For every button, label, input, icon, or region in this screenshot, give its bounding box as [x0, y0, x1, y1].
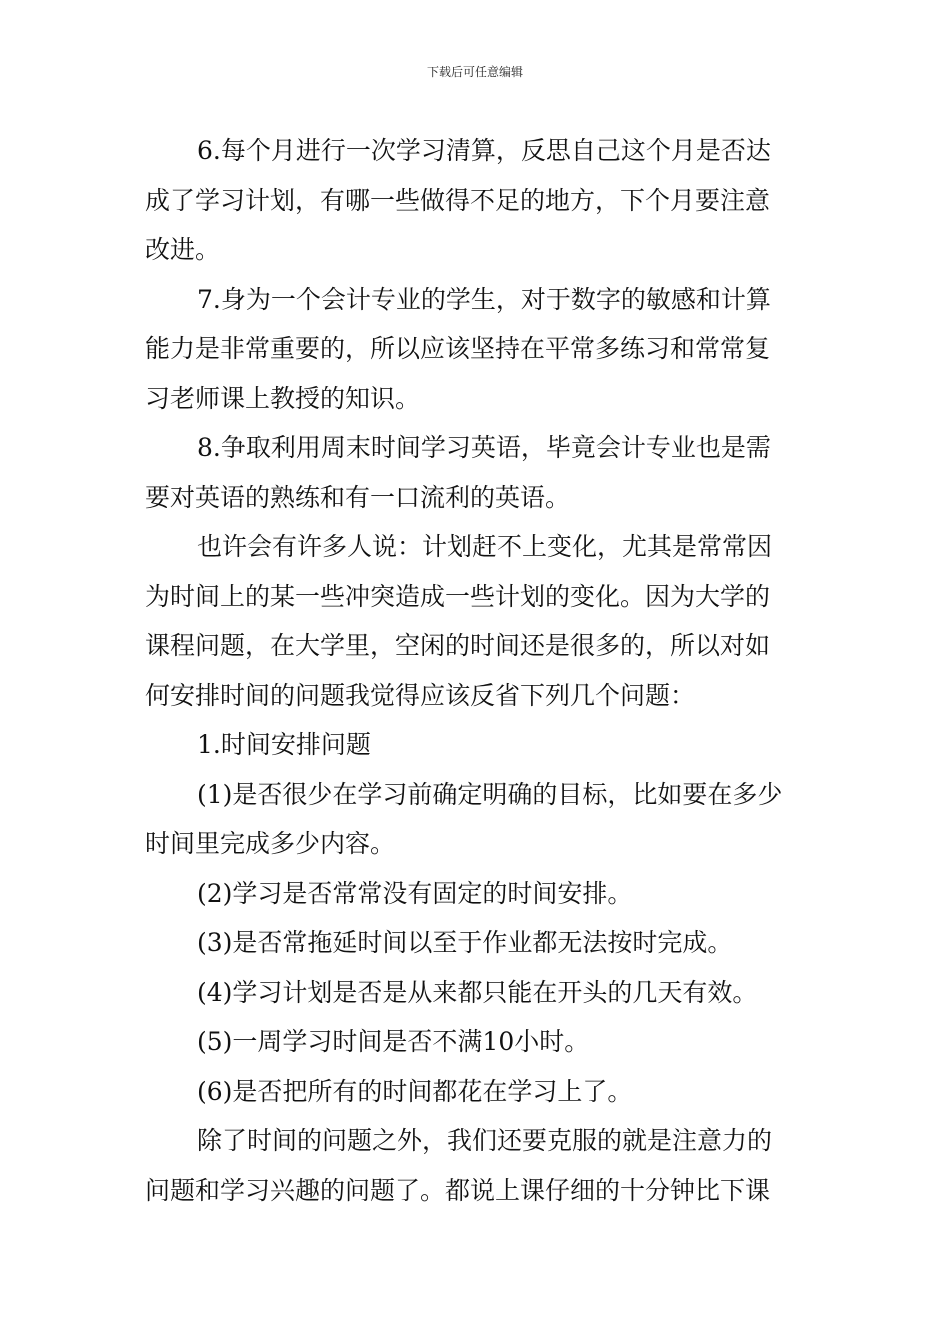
- text-line: 时间里完成多少内容。: [145, 829, 396, 858]
- text-line: 改进。: [145, 235, 221, 264]
- text-line: (5)一周学习时间是否不满10小时。: [197, 1027, 590, 1056]
- text-line: 8.争取利用周末时间学习英语，毕竟会计专业也是需: [197, 433, 771, 462]
- text-line: 课程问题，在大学里，空闲的时间还是很多的，所以对如: [145, 631, 771, 660]
- text-line: 为时间上的某一些冲突造成一些计划的变化。因为大学的: [145, 581, 771, 611]
- page-header: 下载后可任意编辑: [426, 65, 523, 79]
- text-line: 成了学习计划，有哪一些做得不足的地方，下个月要注意: [145, 185, 771, 215]
- text-line: 要对英语的熟练和有一口流利的英语。: [145, 482, 571, 512]
- text-line: (3)是否常拖延时间以至于作业都无法按时完成。: [197, 928, 733, 957]
- text-line: (4)学习计划是否是从来都只能在开头的几天有效。: [197, 977, 758, 1007]
- text-line: 除了时间的问题之外，我们还要克服的就是注意力的: [197, 1126, 773, 1155]
- text-line: (2)学习是否常常没有固定的时间安排。: [197, 878, 633, 908]
- text-line: 也许会有许多人说：计划赶不上变化，尤其是常常因: [197, 532, 773, 561]
- document-body: [145, 126, 810, 1215]
- text-line: 1.时间安排问题: [197, 730, 371, 759]
- text-line: 7.身为一个会计专业的学生，对于数字的敏感和计算: [197, 284, 771, 314]
- text-line: 习老师课上教授的知识。: [145, 383, 421, 413]
- text-line: 问题和学习兴趣的问题了。都说上课仔细的十分钟比下课: [145, 1175, 771, 1205]
- text-line: 6.每个月进行一次学习清算，反思自己这个月是否达: [197, 136, 771, 165]
- text-line: (6)是否把所有的时间都花在学习上了。: [197, 1076, 633, 1106]
- text-line: (1)是否很少在学习前确定明确的目标，比如要在多少: [197, 779, 783, 809]
- text-line: 能力是非常重要的，所以应该坚持在平常多练习和常常复: [145, 334, 771, 363]
- text-line: 何安排时间的问题我觉得应该反省下列几个问题：: [145, 680, 696, 710]
